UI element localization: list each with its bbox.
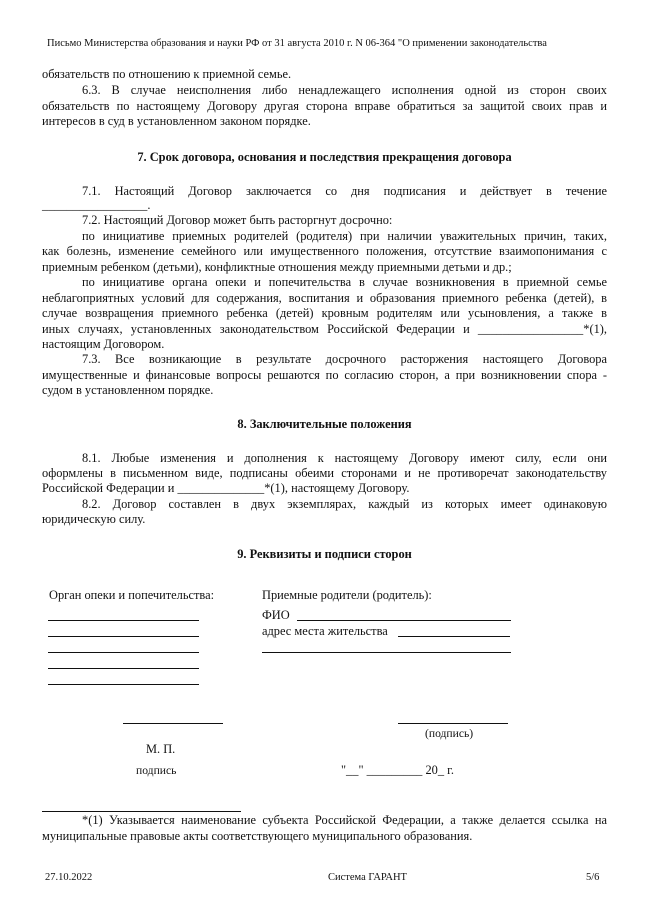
fio-label: ФИО xyxy=(262,608,290,622)
address-field-line-2 xyxy=(262,652,511,653)
footnote-line1: *(1) Указывается наименование субъекта Российской Федерации, а также делается ссылка на xyxy=(82,813,607,827)
paragraph-8-1-line2: оформлены в письменном виде, подписаны обеими сторонами и не противоречат законодательству xyxy=(42,466,607,480)
authority-signature-line xyxy=(123,723,223,724)
guardianship-field-line-4 xyxy=(48,668,199,669)
guardianship-authority-label: Орган опеки и попечительства: xyxy=(49,588,215,602)
paragraph-8-2-line2: юридическую силу. xyxy=(42,512,146,526)
address-field-line xyxy=(398,636,510,637)
authority-signature-caption: подпись xyxy=(136,764,177,777)
running-header: Письмо Министерства образования и науки РФ от 31 августа 2010 г. N 06-364 "О применении законодательства xyxy=(47,38,547,49)
footnote-separator xyxy=(42,811,241,812)
paragraph-7-3-line3: судом в установленном порядке. xyxy=(42,383,214,397)
footer-date: 27.10.2022 xyxy=(45,872,93,883)
signature-date: "__" _________ 20_ г. xyxy=(341,763,454,777)
fio-field-line xyxy=(297,620,511,621)
guardianship-field-line-2 xyxy=(48,636,199,637)
paragraph-6-3-line1: 6.3. В случае неисполнения либо ненадлежащего исполнения одной из сторон своих xyxy=(82,83,607,97)
footer-system-name: Система ГАРАНТ xyxy=(328,872,407,883)
guardianship-field-line-1 xyxy=(48,620,199,621)
paragraph-7-1-line1: 7.1. Настоящий Договор заключается со дня подписания и действует в течение xyxy=(82,184,607,198)
paragraph-6-3-line3: интересов в суд в установленном законом порядке. xyxy=(42,114,311,128)
paragraph-guardian-line1: по инициативе органа опеки и попечительства в случае возникновения в приемной семье xyxy=(82,275,607,289)
paragraph-parents-line2: как болезнь, изменение семейного или имущественного положения, отсутствие взаимопонимания с xyxy=(42,244,607,258)
guardianship-field-line-5 xyxy=(48,684,199,685)
paragraph-8-1-line3: Российской Федерации и ______________*(1), настоящему Договору. xyxy=(42,481,410,495)
parent-signature-caption: (подпись) xyxy=(425,727,474,740)
paragraph-parents-line1: по инициативе приемных родителей (родителя) при наличии уважительных причин, таких, xyxy=(82,229,607,243)
paragraph-7-3-line2: имущественные и финансовые вопросы решаются по согласию сторон, а при возникновении спора - xyxy=(42,368,607,382)
address-label: адрес места жительства xyxy=(262,624,388,638)
paragraph-guardian-line3: случае возвращения приемного ребенка (детей) кровным родителям или усыновления, а также в xyxy=(42,306,607,320)
paragraph-7-3-line1: 7.3. Все возникающие в результате досрочного расторжения настоящего Договора xyxy=(82,352,607,366)
guardianship-field-line-3 xyxy=(48,652,199,653)
paragraph-guardian-line4: иных случаях, установленных законодательством Российской Федерации и _________________*(1), xyxy=(42,322,607,336)
footnote-line2: муниципальные правовые акты соответствующего муниципального образования. xyxy=(42,829,473,843)
parent-signature-line xyxy=(398,723,508,724)
foster-parents-label: Приемные родители (родитель): xyxy=(262,588,432,602)
section-7-heading: 7. Срок договора, основания и последствия прекращения договора xyxy=(137,150,512,164)
section-8-heading: 8. Заключительные положения xyxy=(237,417,412,431)
paragraph-8-2-line1: 8.2. Договор составлен в двух экземплярах, каждый из которых имеет одинаковую xyxy=(82,497,607,511)
paragraph-7-2: 7.2. Настоящий Договор может быть расторгнут досрочно: xyxy=(82,213,393,227)
footer-page-number: 5/6 xyxy=(586,872,600,883)
paragraph-parents-line3: приемным ребенком (детьми), конфликтные отношения между приемными детьми и др.; xyxy=(42,260,512,274)
paragraph-6-3-line2: обязательств по настоящему Договору другая сторона вправе обратиться за защитой своих прав и xyxy=(42,99,607,113)
section-9-heading: 9. Реквизиты и подписи сторон xyxy=(237,547,412,561)
paragraph-guardian-line5: настоящим Договором. xyxy=(42,337,165,351)
paragraph-6-2-tail: обязательств по отношению к приемной семье. xyxy=(42,67,292,81)
paragraph-7-1-line2: _________________. xyxy=(42,198,151,212)
paragraph-guardian-line2: неблагоприятных условий для содержания, воспитания и образования приемного ребенка (детей), в xyxy=(42,291,607,305)
seal-placeholder: М. П. xyxy=(146,742,176,756)
paragraph-8-1-line1: 8.1. Любые изменения и дополнения к настоящему Договору имеют силу, если они xyxy=(82,451,607,465)
